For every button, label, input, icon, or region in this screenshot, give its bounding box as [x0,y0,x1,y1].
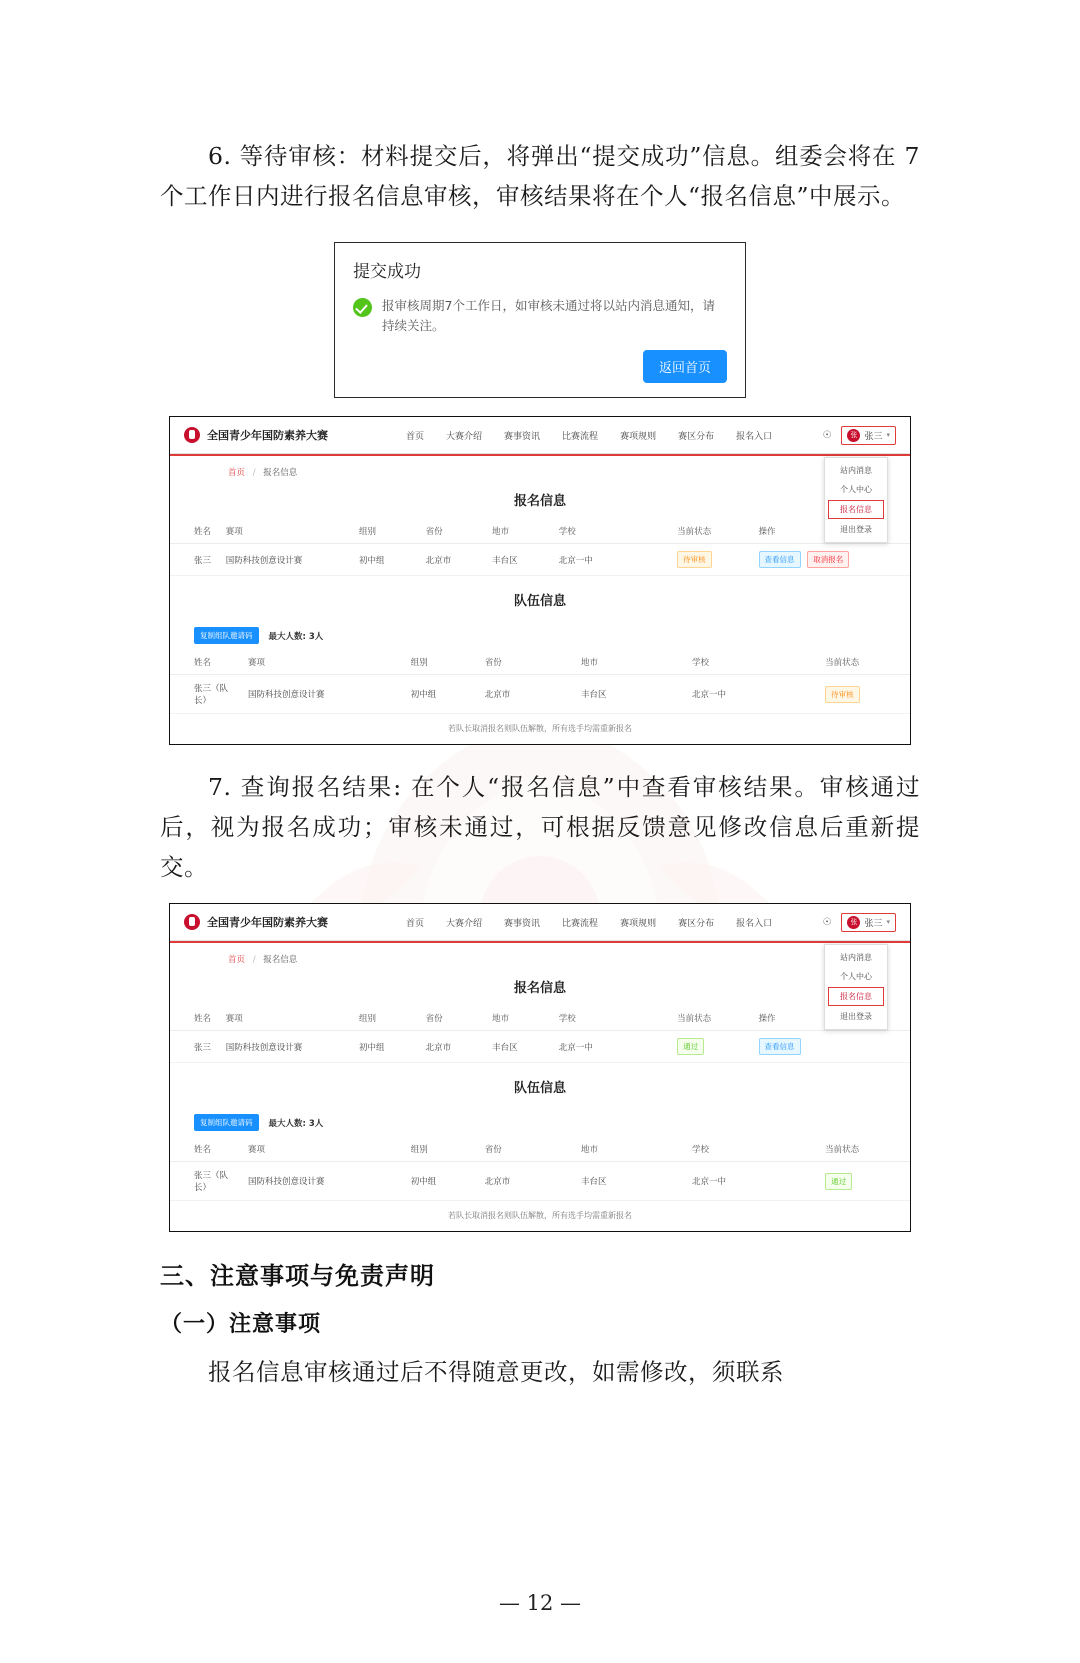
dropdown-item-messages[interactable]: 站内消息 [840,953,872,962]
status-badge: 待审核 [677,551,712,568]
cell-event: 国防科技创意设计赛 [244,675,407,714]
page-number: — 12 — [498,1591,582,1615]
col-group: 组别 [407,650,481,675]
registration-section-title: 报名信息 [513,494,566,509]
col-actions: 操作 [755,1006,910,1031]
col-event: 赛项 [244,650,407,675]
screenshot-registration-passed [169,903,911,1232]
cell-school: 北京一中 [688,675,821,714]
cell-city: 丰台区 [577,675,688,714]
view-info-button[interactable]: 查看信息 [759,551,801,568]
cell-city: 丰台区 [488,544,555,576]
cell-name: 张三 [170,544,222,576]
paragraph-step-6: 6. 等待审核：材料提交后，将弹出“提交成功”信息。组委会将在 7 个工作日内进行报名信息审核，审核结果将在个人“报名信息”中展示。 [160,142,920,210]
chevron-down-icon: ▾ [886,431,890,439]
table-row [170,675,910,714]
breadcrumb-separator: / [252,955,256,965]
team-section-title: 队伍信息 [513,594,566,609]
bell-icon[interactable]: ☉ [822,916,832,928]
dropdown-item-logout[interactable]: 退出登录 [840,525,872,534]
table-header-row [170,519,910,544]
col-name: 姓名 [170,1006,222,1031]
cell-group: 初中组 [355,1031,422,1063]
dropdown-item-registration[interactable]: 报名信息 [828,987,884,1006]
col-city: 地市 [488,1006,555,1031]
col-province: 省份 [481,650,577,675]
dialog-body [353,296,727,336]
col-status: 当前状态 [821,1137,910,1162]
nav-item-news[interactable]: 赛事资讯 [504,431,541,442]
header-right [823,913,897,932]
col-school: 学校 [555,519,673,544]
site-header [170,417,910,454]
site-header [170,904,910,941]
team-footnote: 若队长取消报名则队伍解散，所有选手均需重新报名 [448,1211,632,1220]
nav-item-districts[interactable]: 赛区分布 [678,431,715,442]
user-menu-trigger[interactable] [841,913,896,932]
nav-item-rules[interactable]: 赛项规则 [620,431,657,442]
cell-group: 初中组 [407,675,481,714]
col-group: 组别 [355,1006,422,1031]
col-school: 学校 [688,650,821,675]
cell-province: 北京市 [422,1031,489,1063]
col-status: 当前状态 [821,650,910,675]
cell-actions [755,1031,910,1063]
dialog-title: 提交成功 [353,262,421,282]
heading-section-three: 三、注意事项与免责声明 [160,1262,435,1290]
avatar: 张 [847,429,860,442]
cell-school: 北京一中 [688,1162,821,1201]
team-footnote: 若队长取消报名则队伍解散，所有选手均需重新报名 [448,724,632,733]
success-check-icon [353,298,372,317]
cell-school: 北京一中 [555,544,673,576]
cell-status [821,675,910,714]
nav-item-home[interactable]: 首页 [406,431,425,442]
shield-logo-icon [184,914,200,930]
col-city: 地市 [488,519,555,544]
breadcrumb [170,943,910,971]
cell-name: 张三（队长） [170,675,244,714]
dropdown-item-registration[interactable]: 报名信息 [828,500,884,519]
submit-success-dialog [334,242,746,398]
registration-section-title: 报名信息 [513,981,566,996]
col-event: 赛项 [222,519,355,544]
shield-logo-icon [184,427,200,443]
team-table [170,1137,910,1201]
header-right [823,426,897,445]
cell-city: 丰台区 [488,1031,555,1063]
col-province: 省份 [422,519,489,544]
table-header-row [170,650,910,675]
main-nav [406,429,772,442]
breadcrumb [170,456,910,484]
cell-province: 北京市 [481,1162,577,1201]
col-event: 赛项 [222,1006,355,1031]
col-school: 学校 [688,1137,821,1162]
table-header-row [170,1137,910,1162]
dialog-actions [353,350,727,383]
cell-province: 北京市 [422,544,489,576]
site-brand: 全国青少年国防素养大赛 [207,429,328,442]
col-city: 地市 [577,650,688,675]
cell-school: 北京一中 [555,1031,673,1063]
status-badge: 通过 [677,1038,704,1055]
cell-name: 张三 [170,1031,222,1063]
cell-status [673,1031,754,1063]
nav-item-rules[interactable]: 赛项规则 [620,918,657,929]
table-header-row [170,1006,910,1031]
cell-event: 国防科技创意设计赛 [222,544,355,576]
nav-item-news[interactable]: 赛事资讯 [504,918,541,929]
paragraph-step-7: 7. 查询报名结果: 在个人“报名信息”中查看审核结果。审核通过后，视为报名成功；审核未通过，可根据反馈意见修改信息后重新提交。 [160,773,920,881]
team-toolbar [170,1106,910,1137]
col-name: 姓名 [170,1137,244,1162]
nav-item-intro[interactable]: 大赛介绍 [446,918,483,929]
table-row [170,1031,910,1063]
document-page [0,136,1080,1663]
dialog-message: 报审核周期7个工作日，如审核未通过将以站内消息通知，请持续关注。 [382,298,715,333]
team-toolbar [170,619,910,650]
cancel-registration-button[interactable]: 取消报名 [807,551,849,568]
team-max-label: 最大人数: 3人 [268,1118,324,1129]
user-name-label: 张三 [864,918,883,929]
col-name: 姓名 [170,519,222,544]
breadcrumb-current: 报名信息 [263,468,298,478]
screenshot-registration-pending [169,416,911,745]
status-badge: 通过 [825,1173,852,1190]
cell-event: 国防科技创意设计赛 [222,1031,355,1063]
avatar: 张 [847,916,860,929]
col-name: 姓名 [170,650,244,675]
user-dropdown-menu [824,457,888,543]
col-school: 学校 [555,1006,673,1031]
user-dropdown-menu [824,944,888,1030]
team-table [170,650,910,714]
col-group: 组别 [355,519,422,544]
cell-group: 初中组 [407,1162,481,1201]
nav-item-districts[interactable]: 赛区分布 [678,918,715,929]
team-section-title: 队伍信息 [513,1081,566,1096]
copy-invite-code-button[interactable]: 复制组队邀请码 [194,1114,259,1131]
breadcrumb-home[interactable]: 首页 [228,468,246,478]
breadcrumb-home[interactable]: 首页 [228,955,246,965]
bell-icon[interactable]: ☉ [822,429,832,441]
cell-group: 初中组 [355,544,422,576]
col-group: 组别 [407,1137,481,1162]
dropdown-item-profile[interactable]: 个人中心 [840,485,872,494]
col-event: 赛项 [244,1137,407,1162]
nav-item-home[interactable]: 首页 [406,918,425,929]
col-province: 省份 [422,1006,489,1031]
dropdown-item-logout[interactable]: 退出登录 [840,1012,872,1021]
breadcrumb-current: 报名信息 [263,955,298,965]
site-brand: 全国青少年国防素养大赛 [207,916,328,929]
team-max-label: 最大人数: 3人 [268,631,324,642]
document-content [0,136,1080,1392]
nav-item-process[interactable]: 比赛流程 [562,431,599,442]
col-status: 当前状态 [673,1006,754,1031]
col-actions: 操作 [755,519,910,544]
chevron-down-icon: ▾ [886,918,890,926]
nav-item-signup[interactable]: 报名入口 [736,918,773,929]
table-row [170,544,910,576]
breadcrumb-separator: / [252,468,256,478]
cell-actions [755,544,910,576]
nav-item-intro[interactable]: 大赛介绍 [446,431,483,442]
user-name-label: 张三 [864,431,883,442]
cell-status [821,1162,910,1201]
nav-item-signup[interactable]: 报名入口 [736,431,773,442]
col-status: 当前状态 [673,519,754,544]
status-badge: 待审核 [825,686,860,703]
paragraph-notice: 报名信息审核通过后不得随意更改，如需修改，须联系 [208,1358,784,1386]
dropdown-item-messages[interactable]: 站内消息 [840,466,872,475]
table-row [170,1162,910,1201]
main-nav [406,916,772,929]
cell-status [673,544,754,576]
cell-name: 张三（队长） [170,1162,244,1201]
cell-city: 丰台区 [577,1162,688,1201]
registration-table [170,519,910,576]
heading-subsection-one: （一）注意事项 [160,1312,322,1337]
nav-item-process[interactable]: 比赛流程 [562,918,599,929]
dropdown-item-profile[interactable]: 个人中心 [840,972,872,981]
user-menu-trigger[interactable] [841,426,896,445]
copy-invite-code-button[interactable]: 复制组队邀请码 [194,627,259,644]
col-city: 地市 [577,1137,688,1162]
view-info-button[interactable]: 查看信息 [759,1038,801,1055]
return-home-button[interactable]: 返回首页 [643,350,727,383]
registration-table [170,1006,910,1063]
col-province: 省份 [481,1137,577,1162]
cell-province: 北京市 [481,675,577,714]
cell-event: 国防科技创意设计赛 [244,1162,407,1201]
